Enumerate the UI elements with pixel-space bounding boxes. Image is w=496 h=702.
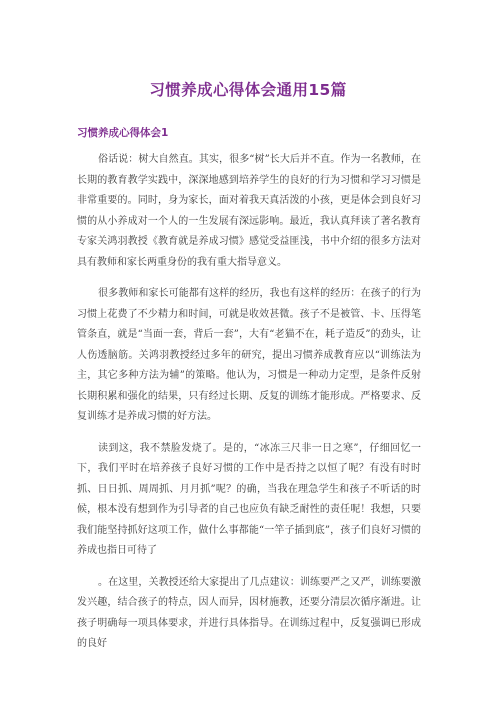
- paragraph: 俗话说：树大自然直。其实，很多“树”长大后并不直。作为一名教师，在长期的教育教学实践中，深深地感到培养学生的良好的行为习惯和学习习惯是非常重要的。同时，身为家长，面对着我天真活泼的小孩，更是体会到良好习惯的从小养成对一个人的一生发展有深远影响。最近，我认真拜读了著名教育专家关鸿羽教授《教育就是养成习惯》感觉受益匪浅，书中介绍的很多方法对具有教师和家长两重身份的我有重大指导意义。: [77, 154, 421, 268]
- section-heading: 习惯养成心得体会1: [77, 127, 169, 139]
- paragraph: 读到这，我不禁脸发烧了。是的，“冰冻三尺非一日之寒”，仔细回忆一下，我们平时在培养孩子良好习惯的工作中是否持之以恒了呢？有没有时时抓、日日抓、周周抓、月月抓”呢？的确，当我在理急学生和孩子不听话的时候，根本没有想到作为引导者的自己也应负有缺乏耐性的责任呢！我想，只要我们能坚持抓好这项工作，做什么事都能“一竿子插到底”，孩子们良好习惯的养成也指日可待了: [77, 442, 421, 556]
- document-body: [77, 150, 421, 666]
- paragraph: 。在这里，关教授还给大家提出了几点建议：训练要严之又严，训练要激发兴趣，结合孩子的特点，因人而异，因材施教，还要分清层次循序渐进。让孩子明确每一项具体要求，并进行具体指导。在训练过程中，反复强调已形成的良好: [77, 576, 421, 649]
- paragraph: 很多教师和家长可能都有这样的经历，我也有这样的经历：在孩子的行为习惯上花费了不少精力和时间，可就是收效甚微。孩子不是被管、卡、压得笔管条直，就是“当面一套，背后一套”，大有“老猫不在，耗子造反”的劲头，让人伤透脑筋。关鸿羽教授经过多年的研究，提出习惯养成教育应以“训练法为主，其它多种方法为辅”的策略。他认为，习惯是一种动力定型，是条件反射长期积累和强化的结果，只有经过长期、反复的训练才能形成。严格要求、反复训练才是养成习惯的好方法。: [77, 288, 421, 422]
- document-title: 习惯养成心得体会通用15篇: [149, 81, 347, 99]
